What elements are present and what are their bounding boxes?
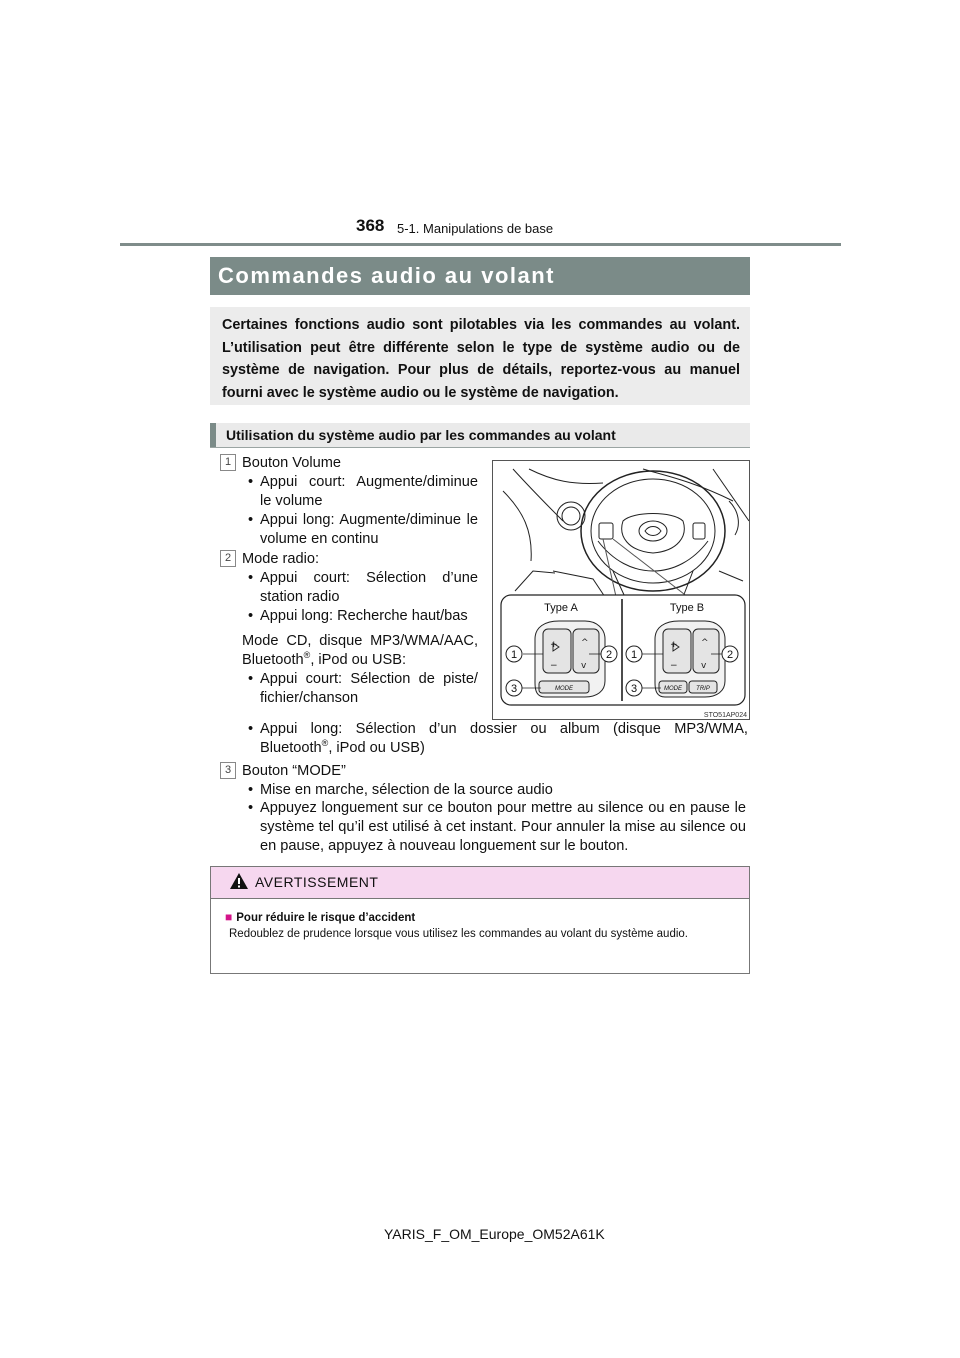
item-3-label: Bouton “MODE”	[242, 763, 346, 779]
warning-body: Redoublez de prudence lorsque vous utilisez les commandes au volant du système audio.	[229, 928, 688, 940]
svg-text:+: +	[550, 640, 558, 650]
callout-1a: 1	[510, 649, 518, 661]
svg-text:v: v	[701, 661, 707, 671]
cd-mode-line-1: Mode CD, disque MP3/WMA/AAC,	[242, 633, 478, 649]
item-2-label: Mode radio:	[242, 551, 320, 567]
subheading-rule	[210, 447, 750, 448]
cd-mode-bullet-1-line-1: • Appui court: Sélection de piste/	[248, 671, 478, 687]
section-label: 5-1. Manipulations de base	[397, 221, 554, 236]
type-b-mode-label: MODE	[664, 686, 682, 692]
item-3-bullet-2: • Appuyez longuement sur ce bouton pour mettre au silence ou en pause le système tel qu’il est utilisé à cet instant. Pour annuler la mise au silence ou en pause, appuyez à nouveau longuement sur le bouton.	[248, 800, 746, 854]
callout-3a: 3	[510, 683, 518, 695]
item-1-number: 1	[220, 454, 236, 471]
type-b-trip-label: TRIP	[696, 686, 710, 692]
item-3-bullet-1: • Mise en marche, sélection de la source audio	[248, 782, 553, 798]
svg-text:^: ^	[701, 638, 709, 648]
subheading: Utilisation du système audio par les commandes au volant	[210, 423, 750, 447]
callout-2a: 2	[605, 649, 613, 661]
svg-text:+: +	[670, 640, 678, 650]
svg-text:^: ^	[581, 638, 589, 648]
type-b-label: Type B	[669, 602, 705, 614]
svg-text:−: −	[670, 661, 678, 671]
cd-mode-bullet-1-line-2: fichier/chanson	[260, 690, 359, 706]
item-2-number: 2	[220, 550, 236, 567]
callout-3b: 3	[630, 683, 638, 695]
cd-mode-bullet-2-line-2: Bluetooth®, iPod ou USB)	[260, 738, 425, 756]
warning-triangle-icon	[229, 872, 249, 890]
warning-title: AVERTISSEMENT	[255, 874, 379, 890]
intro-box: Certaines fonctions audio sont pilotables via les commandes au volant. L’utilisation peut être différente selon le type de système audio ou de système de navigation. Pour plus de détails, reportez-vous au manuel fourni avec le système audio ou le système de navigation.	[210, 307, 750, 405]
item-2-bullet-1: • Appui court: Sélection d’une station radio	[248, 570, 478, 605]
item-1-bullet-2: • Appui long: Augmente/diminue le volume en continu	[248, 512, 478, 547]
type-a-mode-label: MODE	[555, 686, 573, 692]
callout-2b: 2	[726, 649, 734, 661]
cd-mode-line-2: Bluetooth®, iPod ou USB:	[242, 650, 407, 668]
callout-1b: 1	[630, 649, 638, 661]
warning-box	[210, 866, 750, 974]
figure-code: STO51AP024	[703, 712, 747, 719]
item-1-label: Bouton Volume	[242, 455, 341, 471]
page-title: Commandes audio au volant	[210, 257, 750, 295]
footer-doc-code: YARIS_F_OM_Europe_OM52A61K	[384, 1226, 605, 1242]
square-bullet-icon: ■	[225, 910, 233, 924]
steering-wheel-figure	[492, 460, 750, 720]
cd-mode-bullet-2-line-1: • Appui long: Sélection d’un dossier ou album (disque MP3/WMA,	[248, 721, 748, 737]
warning-subtitle: ■ Pour réduire le risque d’accident	[225, 910, 416, 924]
steering-wheel-illustration	[493, 461, 750, 720]
warning-header	[211, 867, 749, 899]
type-a-label: Type A	[544, 602, 578, 614]
item-2-bullet-2: • Appui long: Recherche haut/bas	[248, 608, 468, 624]
header-rule	[120, 243, 841, 246]
svg-text:v: v	[581, 661, 587, 671]
svg-text:−: −	[550, 661, 558, 671]
item-1-bullet-1: • Appui court: Augmente/diminue le volume	[248, 474, 478, 509]
item-3-number: 3	[220, 762, 236, 779]
page-number: 368	[356, 216, 385, 235]
